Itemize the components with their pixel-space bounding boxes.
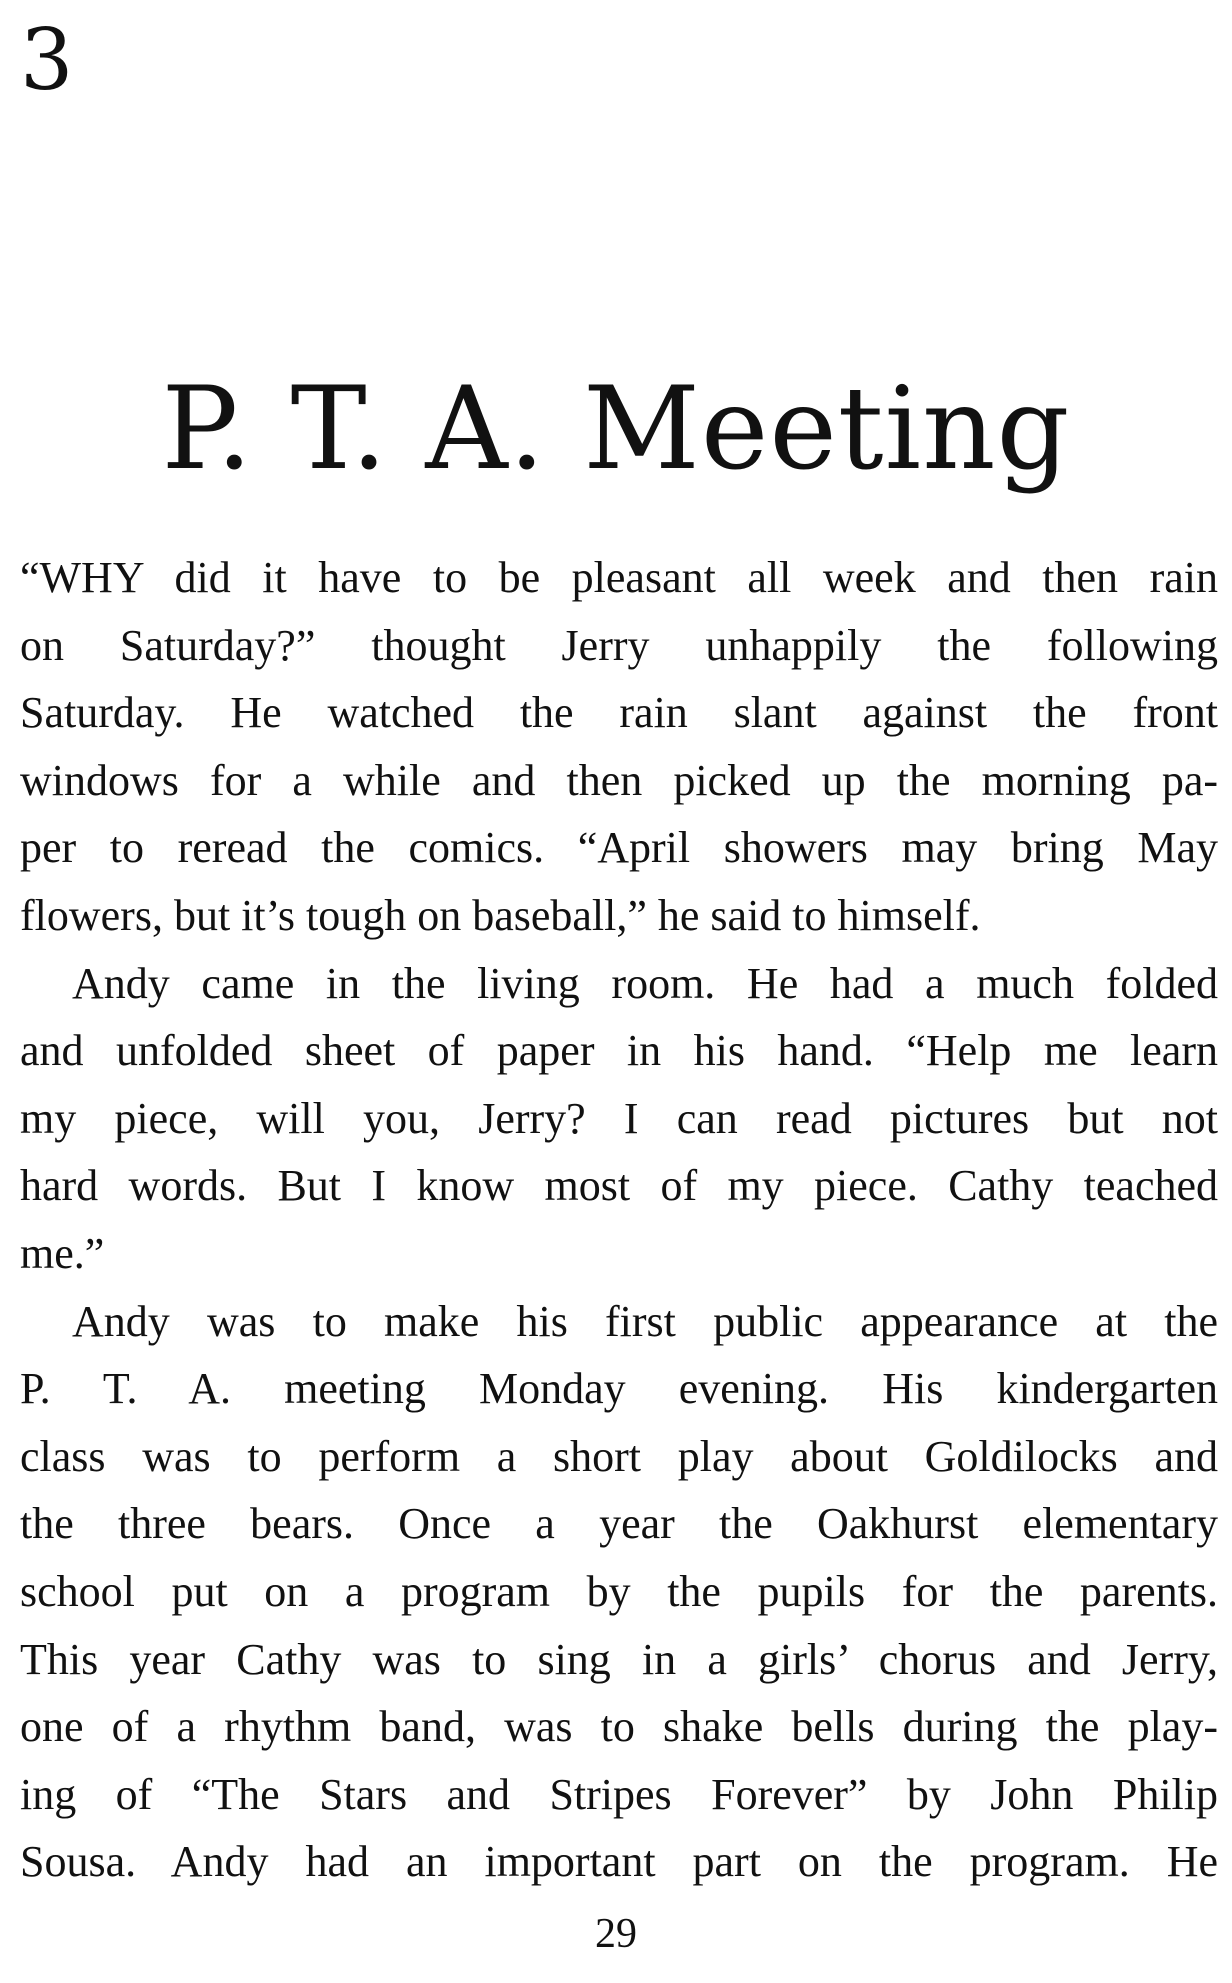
text-line: me.” — [20, 1228, 105, 1278]
text-line: Andy came in the living room. He had a much folded — [72, 958, 1218, 1008]
text-line: and unfolded sheet of paper in his hand. “Help me learn — [20, 1026, 1218, 1076]
body-text — [20, 544, 1218, 1896]
text-line: ing of “The Stars and Stripes Forever” by John Philip — [20, 1769, 1218, 1819]
page-number: 29 — [595, 1911, 637, 1957]
text-line: per to reread the comics. “April showers may bring May — [20, 823, 1218, 873]
text-line: school put on a program by the pupils for the parents. — [20, 1566, 1218, 1616]
text-line: windows for a while and then picked up the morning pa- — [20, 755, 1218, 805]
text-line: P. T. A. meeting Monday evening. His kindergarten — [20, 1364, 1218, 1414]
text-line: the three bears. Once a year the Oakhurst elementary — [20, 1499, 1218, 1549]
text-line: my piece, will you, Jerry? I can read pictures but not — [20, 1093, 1218, 1143]
text-line: Andy was to make his first public appearance at the — [72, 1296, 1218, 1346]
chapter-title: P. T. A. Meeting — [161, 362, 1071, 496]
text-line: hard words. But I know most of my piece. Cathy teached — [20, 1161, 1218, 1211]
text-line: class was to perform a short play about Goldilocks and — [20, 1431, 1218, 1481]
text-line: flowers, but it’s tough on baseball,” he said to himself. — [20, 890, 981, 940]
text-line: Saturday. He watched the rain slant against the front — [20, 688, 1218, 738]
text-line: “WHY did it have to be pleasant all week and then rain — [20, 553, 1218, 602]
text-line: one of a rhythm band, was to shake bells during the play- — [20, 1702, 1218, 1752]
chapter-number: 3 — [20, 11, 74, 109]
text-line: Sousa. Andy had an important part on the program. He — [20, 1837, 1218, 1887]
text-line: This year Cathy was to sing in a girls’ chorus and Jerry, — [20, 1634, 1218, 1684]
text-line: on Saturday?” thought Jerry unhappily the following — [20, 620, 1218, 670]
